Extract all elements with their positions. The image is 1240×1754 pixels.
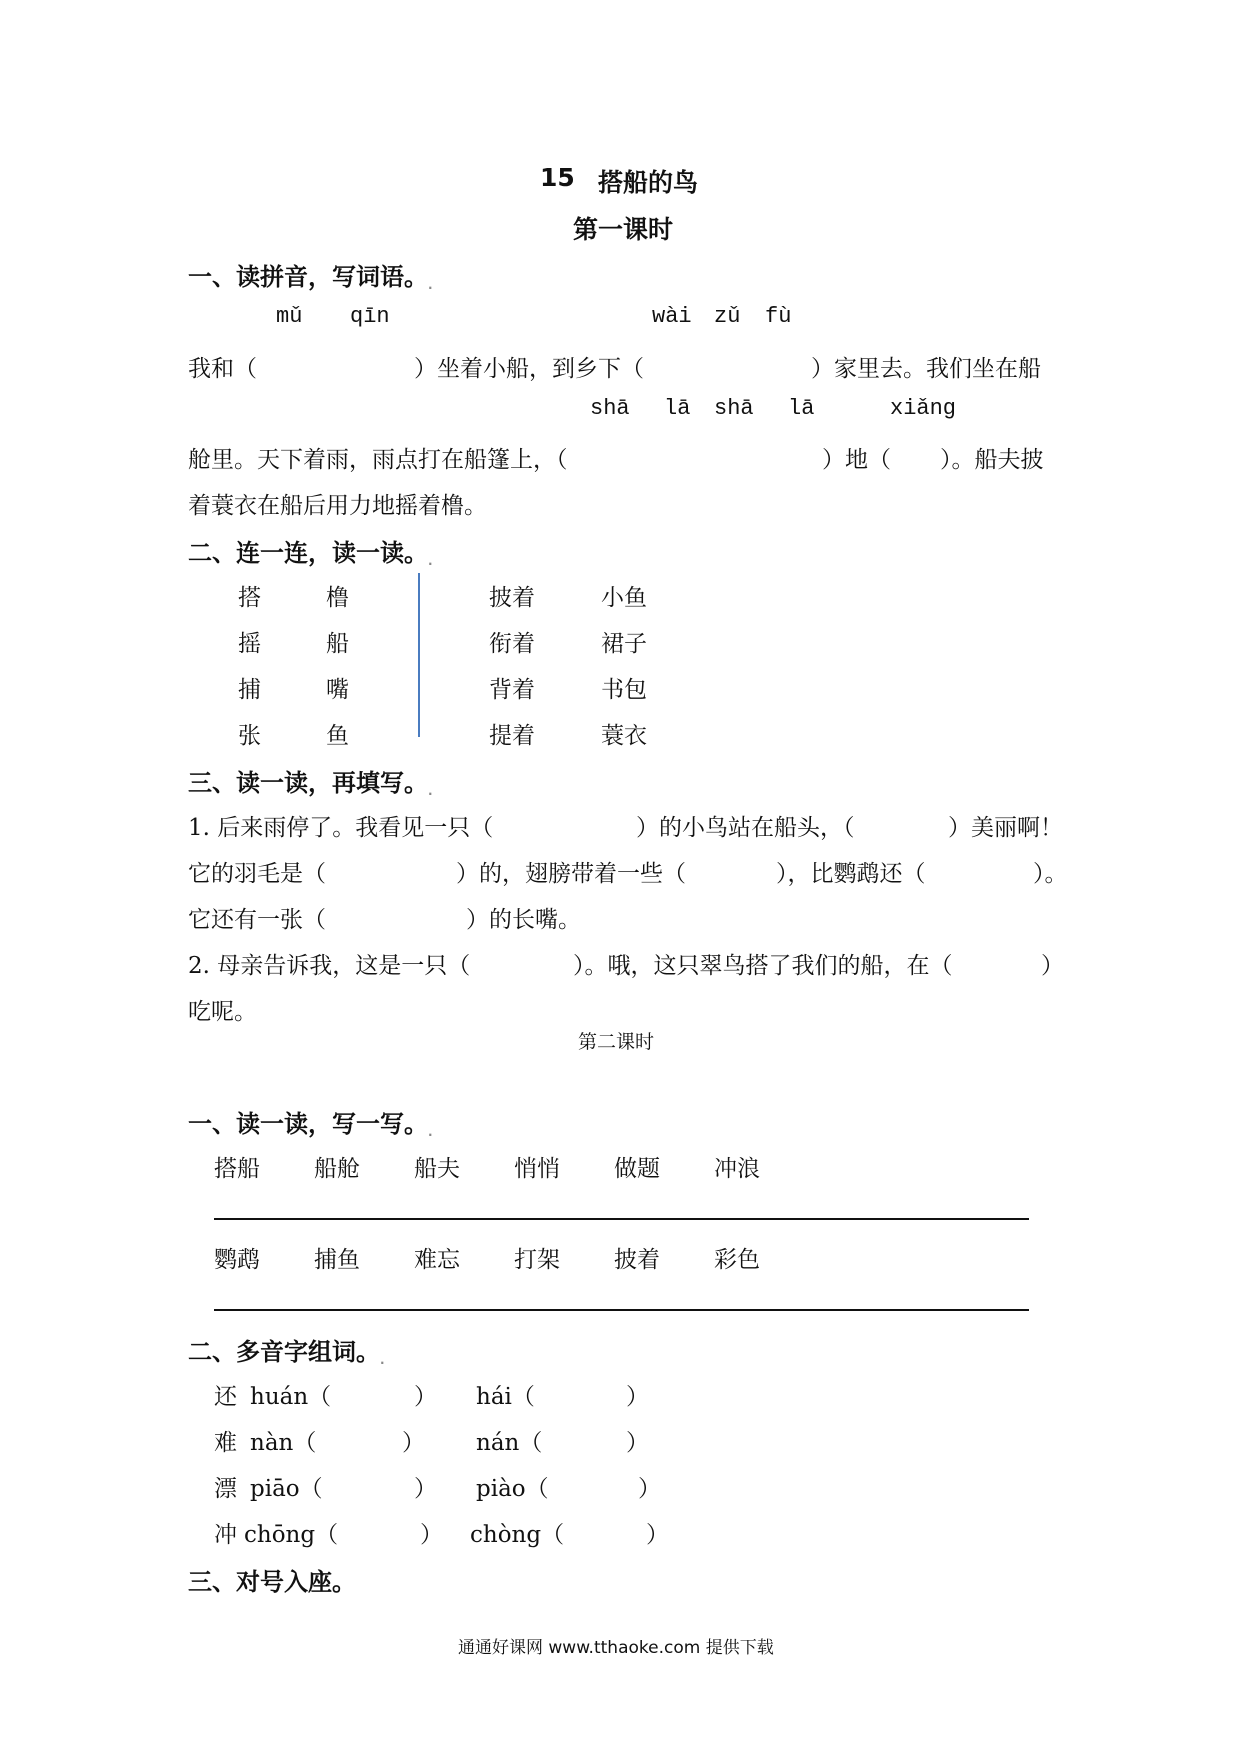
pinyin: qīn [350, 304, 390, 329]
sentence-part: ）。哦，这只翠鸟搭了我们的船，在（ [573, 953, 953, 979]
writing-line [214, 1309, 1029, 1311]
word: 彩色 [714, 1247, 760, 1273]
match-word: 披着 [489, 585, 535, 611]
polyphone-char: 难 [214, 1430, 237, 1456]
match-word: 橹 [326, 585, 349, 611]
word: 船舱 [314, 1156, 360, 1182]
sentence-part: ）美丽啊！ [948, 815, 1063, 841]
section-heading-match-seat: 三、对号入座。 [188, 1568, 356, 1596]
match-word: 嘴 [326, 677, 349, 703]
polyphone-char: 还 [214, 1384, 237, 1410]
sentence-part: ）的小鸟站在船头，（ [636, 815, 855, 841]
word: 披着 [614, 1247, 660, 1273]
sentence-part: ） [1041, 953, 1064, 979]
sentence-part: ）家里去。我们坐在船 [811, 356, 1041, 382]
blank-close: ） [402, 1430, 425, 1456]
pinyin: zǔ [714, 304, 741, 329]
blank-close: ） [626, 1384, 649, 1410]
match-word: 摇 [238, 631, 261, 657]
sentence-part: 着蓑衣在船后用力地摇着橹。 [188, 493, 487, 519]
section-heading-match: 二、连一连，读一读。. [188, 539, 433, 568]
match-word: 蓑衣 [601, 723, 647, 749]
pinyin: shā [714, 396, 754, 421]
polyphone-pinyin: chòng（ [470, 1522, 565, 1548]
divider-line [418, 573, 420, 737]
polyphone-pinyin: piāo（ [250, 1476, 323, 1502]
match-word: 衔着 [489, 631, 535, 657]
polyphone-pinyin: chōng（ [244, 1522, 339, 1548]
blank-close: ） [626, 1430, 649, 1456]
polyphone-pinyin: huán（ [250, 1384, 332, 1410]
word: 难忘 [414, 1247, 460, 1273]
pinyin: lā [788, 396, 815, 421]
match-word: 捕 [238, 677, 261, 703]
word: 捕鱼 [314, 1247, 360, 1273]
pinyin: xiǎng [890, 396, 957, 421]
pinyin: lā [664, 396, 691, 421]
sentence-part: 吃呢。 [188, 999, 257, 1025]
match-word: 小鱼 [601, 585, 647, 611]
lesson-title: 搭船的鸟 [598, 168, 699, 197]
match-word: 鱼 [326, 723, 349, 749]
blank-close: ） [414, 1476, 437, 1502]
polyphone-pinyin: hái（ [476, 1384, 535, 1410]
match-word: 背着 [489, 677, 535, 703]
sentence-part: ）的，翅膀带着一些（ [456, 861, 686, 887]
sentence-part: ）地（ [822, 447, 891, 473]
polyphone-pinyin: nán（ [476, 1430, 543, 1456]
sentence-part: ）。船夫披 [940, 447, 1044, 473]
section-heading-write: 一、读一读，写一写。. [188, 1110, 433, 1139]
word: 做题 [614, 1156, 660, 1182]
match-word: 搭 [238, 585, 261, 611]
polyphone-pinyin: piào（ [476, 1476, 549, 1502]
match-word: 船 [326, 631, 349, 657]
pinyin: shā [590, 396, 630, 421]
word: 悄悄 [514, 1156, 560, 1182]
blank-close: ） [420, 1522, 443, 1548]
footer-credit: 通通好课网 www.tthaoke.com 提供下载 [458, 1638, 774, 1658]
sentence-part: ）坐着小船，到乡下（ [414, 356, 644, 382]
match-word: 提着 [489, 723, 535, 749]
pinyin: mǔ [276, 304, 303, 329]
sentence-part: ）。 [1033, 861, 1068, 887]
writing-line [214, 1218, 1029, 1220]
match-word: 书包 [601, 677, 647, 703]
sentence-part: 2. 母亲告诉我，这是一只（ [188, 953, 471, 979]
sentence-part: ），比鹦鹉还（ [776, 861, 926, 887]
blank-close: ） [646, 1522, 669, 1548]
sentence-part: 舱里。天下着雨，雨点打在船篷上，（ [188, 447, 568, 473]
sentence-part: 它还有一张（ [188, 907, 326, 933]
lesson1-label: 第一课时 [573, 215, 674, 244]
polyphone-char: 冲 [214, 1522, 237, 1548]
polyphone-pinyin: nàn（ [250, 1430, 317, 1456]
lesson-number: 15 [540, 163, 575, 192]
polyphone-char: 漂 [214, 1476, 237, 1502]
sentence-part: 我和（ [188, 356, 257, 382]
match-word: 裙子 [601, 631, 647, 657]
word: 鹦鹉 [214, 1247, 260, 1273]
match-word: 张 [238, 723, 261, 749]
sentence-part: 它的羽毛是（ [188, 861, 326, 887]
section-heading-fill: 三、读一读，再填写。. [188, 769, 433, 798]
section-heading-polyphone: 二、多音字组词。. [188, 1338, 385, 1367]
blank-close: ） [638, 1476, 661, 1502]
word: 搭船 [214, 1156, 260, 1182]
sentence-part: ）的长嘴。 [466, 907, 581, 933]
word: 船夫 [414, 1156, 460, 1182]
word: 冲浪 [714, 1156, 760, 1182]
sentence-part: 1. 后来雨停了。我看见一只（ [188, 815, 494, 841]
blank-close: ） [414, 1384, 437, 1410]
word: 打架 [514, 1247, 560, 1273]
lesson2-label: 第二课时 [578, 1031, 655, 1053]
section-heading-pinyin: 一、读拼音，写词语。. [188, 263, 433, 292]
pinyin: wài [652, 304, 692, 329]
pinyin: fù [765, 304, 792, 329]
